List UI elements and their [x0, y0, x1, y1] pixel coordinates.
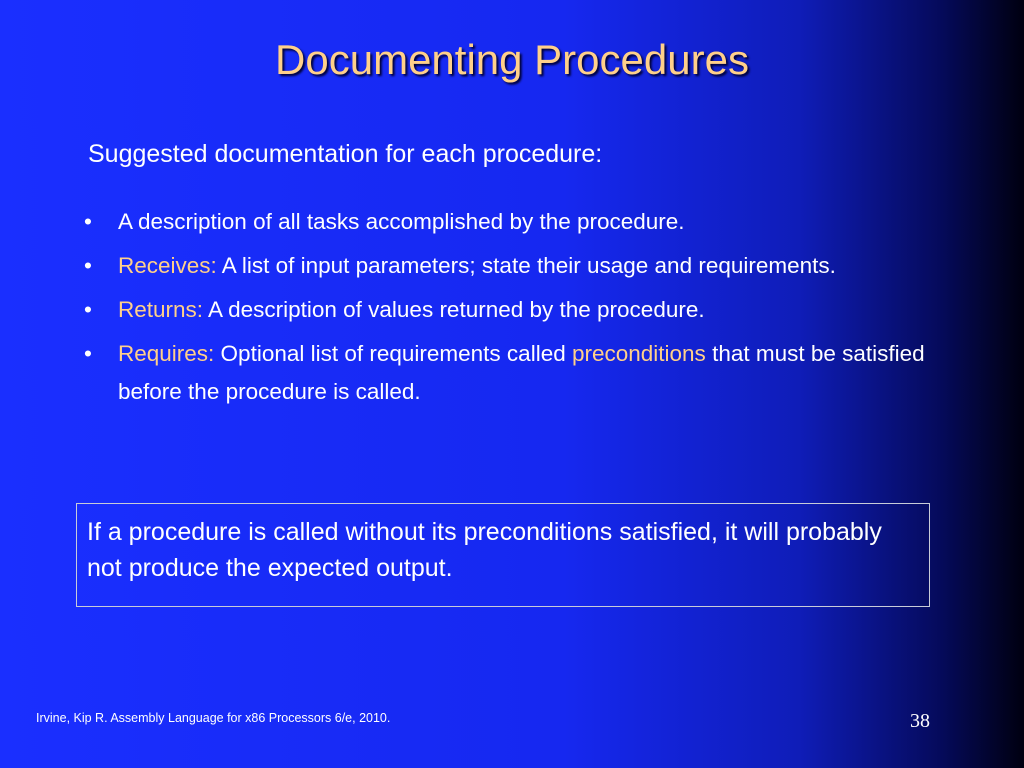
- bullet-keyword-receives: Receives:: [118, 253, 217, 278]
- intro-text: Suggested documentation for each procedure:: [88, 140, 603, 168]
- note-text: If a procedure is called without its preconditions satisfied, it will probably not produce the expected output.: [87, 518, 882, 582]
- bullet-item-description: [82, 203, 932, 241]
- bullet-icon: •: [84, 209, 92, 234]
- note-box: [76, 503, 930, 607]
- bullet-icon: •: [84, 297, 92, 322]
- bullet-text: that must be satisfied before the procedure is called.: [118, 341, 925, 404]
- bullet-icon: •: [84, 253, 92, 278]
- bullet-list: [82, 203, 932, 417]
- bullet-keyword-requires: Requires:: [118, 341, 215, 366]
- slide-title: Documenting Procedures: [275, 36, 749, 83]
- bullet-text: A list of input parameters; state their usage and requirements.: [216, 253, 836, 278]
- page-number: 38: [910, 710, 930, 732]
- bullet-text: A description of values returned by the procedure.: [203, 297, 705, 322]
- bullet-highlight-preconditions: preconditions: [571, 341, 706, 366]
- footer-citation: Irvine, Kip R. Assembly Language for x86 Processors 6/e, 2010.: [36, 711, 391, 725]
- bullet-item-returns: [82, 291, 932, 329]
- bullet-keyword-returns: Returns:: [118, 297, 204, 322]
- bullet-item-requires: [82, 335, 932, 411]
- bullet-text: A description of all tasks accomplished by the procedure.: [118, 209, 685, 234]
- bullet-item-receives: [82, 247, 932, 285]
- bullet-icon: •: [84, 341, 92, 366]
- bullet-text: Optional list of requirements called: [214, 341, 572, 366]
